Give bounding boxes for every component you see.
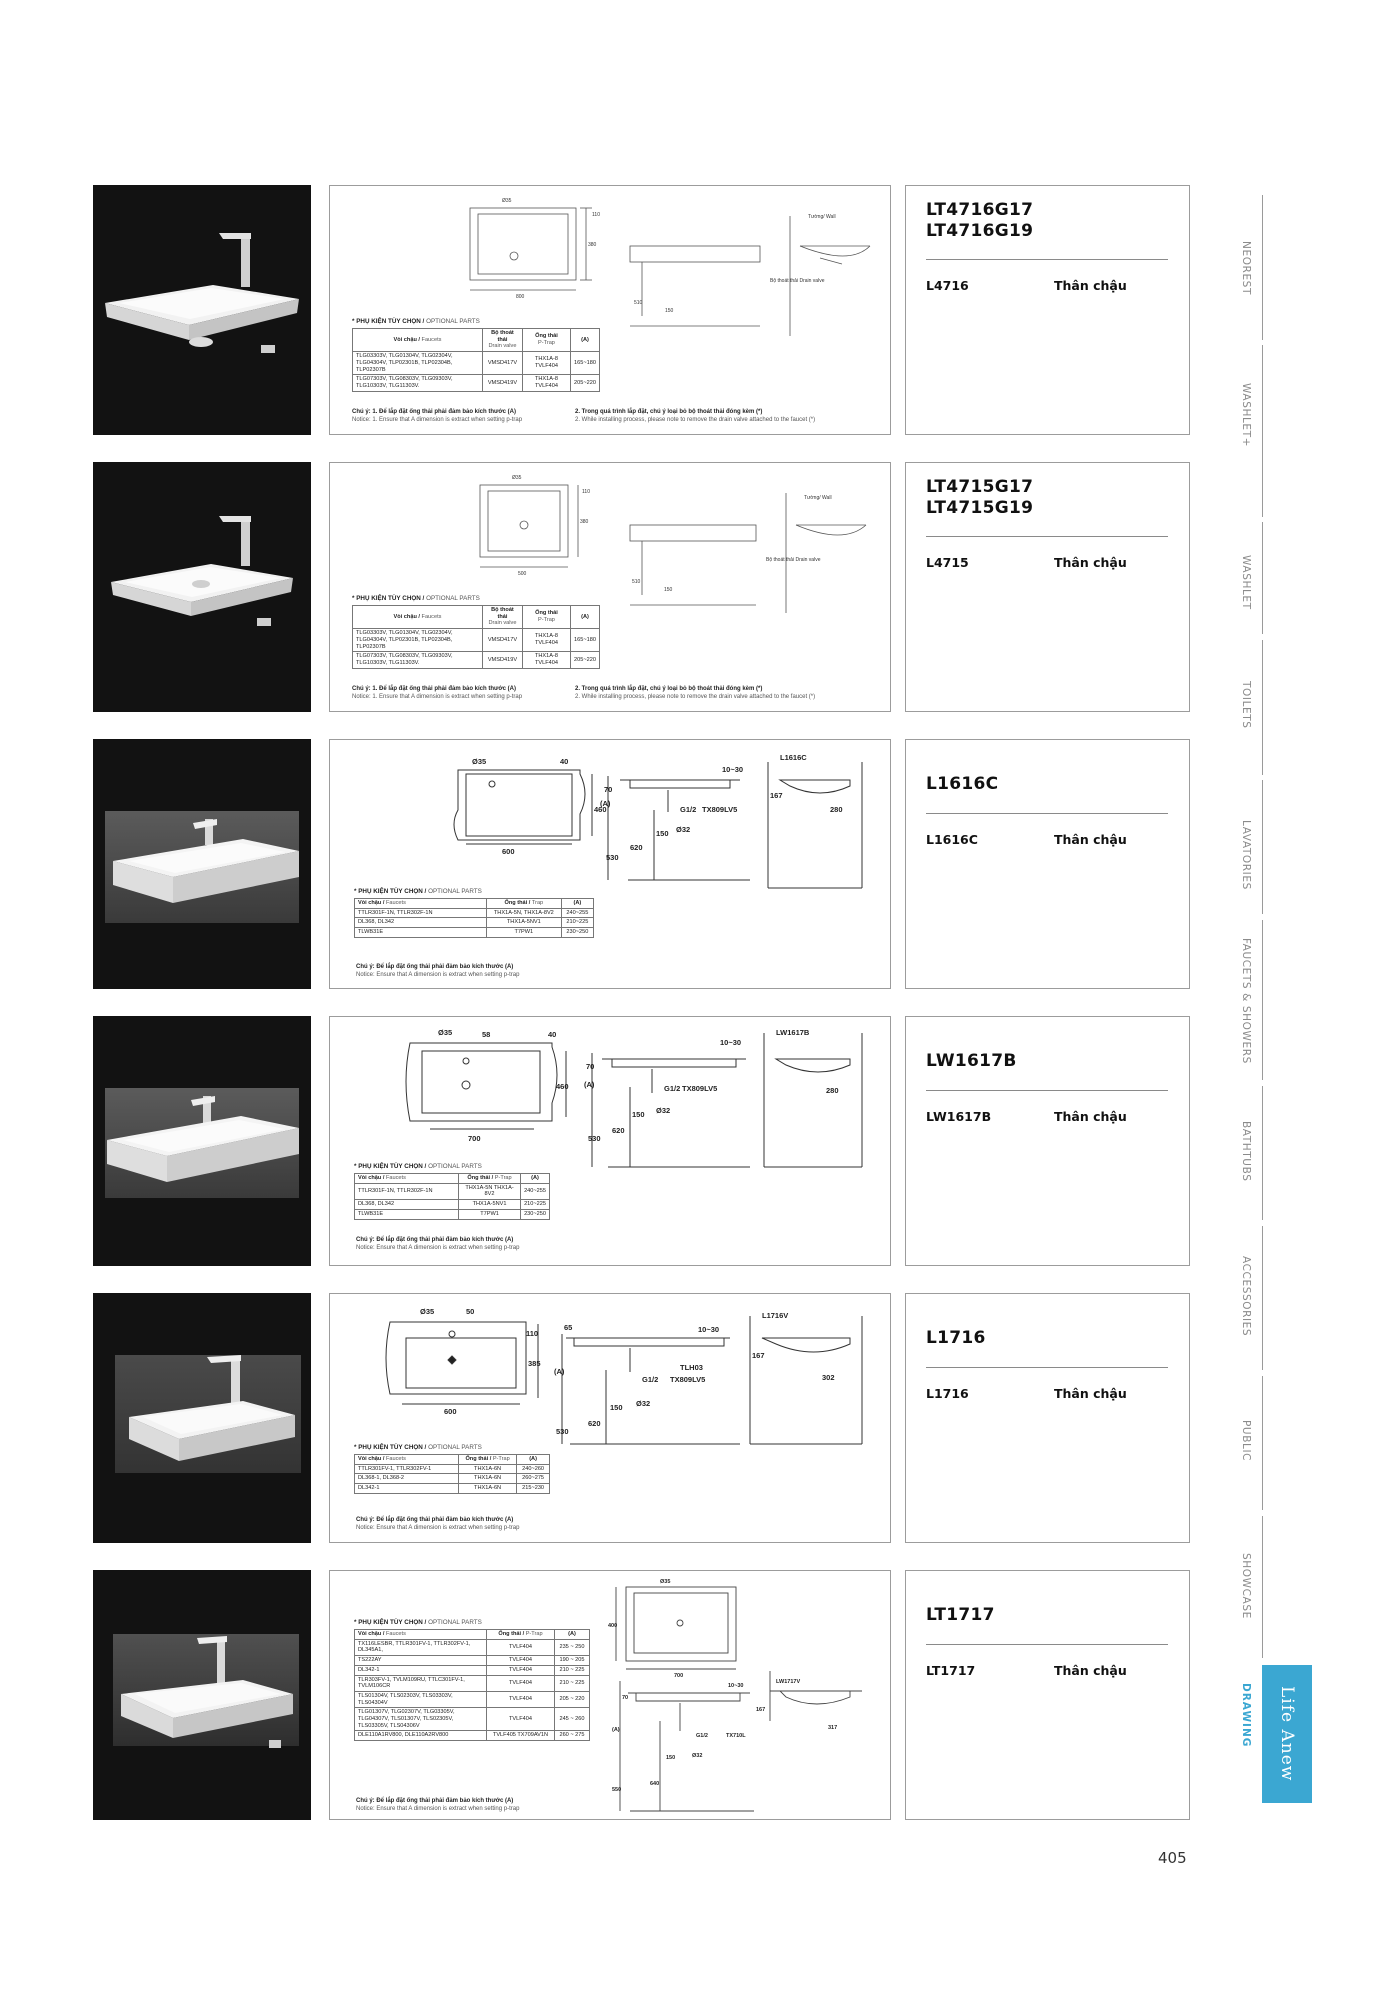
dim-label: 58 [482,1030,491,1039]
part-code: L1716 [926,1386,969,1401]
dim-label: 70 [586,1062,595,1071]
dim-label: 620 [588,1419,601,1428]
optional-parts-title: * PHỤ KIỆN TÙY CHỌN / OPTIONAL PARTS [354,1163,482,1170]
product-row [93,1570,1190,1820]
dim-label: 550 [612,1787,622,1793]
dim-label: Ø35 [660,1579,671,1585]
dim-label: 280 [830,805,843,814]
optional-parts-title: * PHỤ KIỆN TÙY CHỌN / OPTIONAL PARTS [354,1444,482,1451]
nav-item-showcase[interactable]: SHOWCASE [1240,1553,1252,1619]
table-row: TTLR301FV-1, TTLR302FV-1 THX1A-6N 240~260 [355,1464,550,1474]
table-row: TTLR301F-1N, TTLR302F-1N THX1A-5N, THX1A-8V2 240~255 [355,908,594,918]
dim-label: TX809LV5 [670,1375,706,1384]
product-row [93,739,1190,989]
product-info-card [905,1293,1190,1543]
dim-label: Ø35 [502,198,512,204]
dim-label: Bộ thoát thải Drain valve [770,278,825,284]
dim-label: 460 [594,805,607,814]
brand-tab: Life Anew [1262,1665,1312,1803]
part-code: LW1617B [926,1109,992,1124]
technical-drawing-panel [329,185,891,435]
product-row [93,185,1190,435]
part-code: L1616C [926,832,978,847]
model-number: LT4716G17 [926,200,1034,220]
nav-item-accessories[interactable]: ACCESSORIES [1240,1255,1252,1337]
table-row: TTLR301F-1N, TTLR302F-1N THX1A-5N THX1A-8V2 240~255 [355,1183,550,1199]
dim-label: 150 [656,829,669,838]
nav-item-neorest[interactable]: NEOREST [1240,240,1252,295]
dim-label: Ø32 [636,1399,651,1408]
table-row: TLG07303V, TLG08303V, TLG09303V, TLG10303V, TLG11303V. VMSD419V THX1A-8 TVLF404 205~220 [353,375,600,391]
dim-label: G1/2 [696,1733,708,1739]
dim-label: 150 [632,1110,645,1119]
technical-drawing-panel [329,1293,891,1543]
product-photo [93,462,311,712]
dim-label: 167 [752,1351,765,1360]
part-code: LT1717 [926,1663,976,1678]
dim-label: 10~30 [720,1038,742,1047]
technical-drawing [330,1017,891,1266]
dim-label: 150 [610,1403,623,1412]
dim-label: LW1717V [776,1679,801,1685]
technical-drawing-panel [329,462,891,712]
part-description: Thân chậu [1054,555,1127,570]
nav-item-washlet[interactable]: WASHLET [1240,554,1252,610]
dim-label: (A) [584,1080,595,1089]
dim-label: 380 [588,242,597,248]
optional-parts-table: Vòi chậu / Faucets Bộ thoát thải Drain valve Ống thải P-Trap (A) TLG03303V, TLG01304V, TLG02304V, TLG04304V, TLP02301B, TLP02304B, TLP02307B VMSD417V THX1A-8 TVLF404 165~180 TLG07303V, TLG08303V, TLG09303V, TLG10303V, TLG11303V. VMSD419V THX1A-8 TVLF404 205~220 [352,328,600,392]
dim-label: Ø35 [472,757,487,766]
part-description: Thân chậu [1054,832,1127,847]
dim-label: (A) [600,799,611,808]
table-row: TS222AY TVLF404 190 ~ 205 [355,1656,590,1666]
dim-label: 620 [612,1126,625,1135]
optional-parts-table: Vòi chậu / Faucets Ống thải / Trap (A) TTLR301F-1N, TTLR302F-1N THX1A-5N, THX1A-8V2 240~255 DL368, DL342 THX1A-5NV1 210~225 TLWB31E T7PW1 230~250 [354,898,594,938]
install-note: Chú ý: 1. Để lắp đặt ống thải phải đảm bảo kích thước (A) Notice: 1. Ensure that A dimension is extract when setting p-trap [352,409,523,424]
nav-item-toilets[interactable]: TOILETS [1240,681,1252,729]
dim-label: Ø35 [512,475,522,481]
dim-label: 600 [444,1407,457,1416]
dim-label: 460 [556,1082,569,1091]
product-photo [93,185,311,435]
dim-label: 530 [606,853,619,862]
dim-label: 500 [518,571,527,577]
nav-item-public[interactable]: PUBLIC [1240,1420,1252,1462]
product-row [93,1016,1190,1266]
table-row: TLR303FV-1, TVLM109RU, TTLC301FV-1, TVLM106CR TVLF404 210 ~ 225 [355,1675,590,1691]
product-row [93,462,1190,712]
dim-label: TLH03 [680,1363,703,1372]
dim-label: Ø35 [438,1028,453,1037]
dim-label: 10~30 [722,765,744,774]
part-description: Thân chậu [1054,1663,1127,1678]
dim-label: 110 [526,1329,539,1338]
table-row: TLG03303V, TLG01304V, TLG02304V, TLG04304V, TLP02301B, TLP02304B, TLP02307B VMSD417V THX1A-8 TVLF404 165~180 [353,629,600,652]
table-row: TLWB31E T7PW1 230~250 [355,928,594,938]
nav-item-bathtubs[interactable]: BATHTUBS [1240,1120,1252,1182]
dim-label: 10~30 [698,1325,720,1334]
dim-label: Bộ thoát thải Drain valve [766,557,821,563]
nav-item-washlet-plus[interactable]: WASHLET+ [1240,382,1252,448]
dim-label: TX809LV5 [682,1084,718,1093]
dim-label: 317 [828,1725,838,1731]
optional-parts-title: * PHỤ KIỆN TÙY CHỌN / OPTIONAL PARTS [354,1619,482,1626]
dim-label: 600 [502,847,515,856]
optional-parts-table: Vòi chậu / Faucets Ống thải / P-Trap (A) TTLR301FV-1, TTLR302FV-1 THX1A-6N 240~260 DL368-1, DL368-2 THX1A-6N 260~275 DL342-1 THX1A-6N 215~230 [354,1454,550,1494]
dim-label: 40 [560,757,569,766]
dim-label: Ø32 [692,1753,703,1759]
dim-label: (A) [554,1367,565,1376]
technical-drawing-panel [329,1016,891,1266]
dim-label: TX809LV5 [702,805,738,814]
dim-label: 530 [556,1427,569,1436]
install-note: Chú ý: Để lắp đặt ống thải phải đảm bảo kích thước (A) Notice: Ensure that A dimension is extract when setting p-trap [356,964,520,979]
model-number: L1616C [926,774,999,794]
model-number: LW1617B [926,1051,1017,1071]
product-photo [93,1293,311,1543]
divider [926,1367,1168,1368]
dim-label: G1/2 [642,1375,659,1384]
install-note-2: 2. Trong quá trình lắp đặt, chú ý loại bỏ bộ thoát thải đóng kèm (*) 2. While installing process, please note to remove the drain valve attached to the faucet (*) [575,409,816,424]
dim-label: 302 [822,1373,835,1382]
dim-label: L1716V [762,1311,789,1320]
dim-label: 700 [468,1134,481,1143]
table-row: DL342-1 THX1A-6N 215~230 [355,1484,550,1494]
dim-label: 167 [770,791,783,800]
dim-label: 70 [622,1695,629,1701]
dim-label: TX710L [726,1733,746,1739]
technical-drawing [330,1294,891,1543]
install-note: Chú ý: Để lắp đặt ống thải phải đảm bảo kích thước (A) Notice: Ensure that A dimension is extract when setting p-trap [356,1237,520,1252]
optional-parts-table: Vòi chậu / Faucets Ống thải / P-Trap (A) TX116LESBR, TTLR301FV-1, TTLR302FV-1, DL345A1, TVLF404 235 ~ 250 TS222AY TVLF404 190 ~ 205 DL342-1 TVLF404 210 ~ 225 TLR303FV-1, TVLM109RU, TTLC301FV-1, TVLM106CR TVLF404 210 ~ 225 TLS01304V, TLS02303V, TLS03303V, TLS04304V TVLF404 205 ~ 220 TLG01307V, TLG02307V, TLG03305V, TLG04307V, TLS01307V, TLS02305V, TLS03305V, TLS04306V TVLF404 245 ~ 260 DLE110A1RV800, DLE110A2RV800 TVLF405 TX709AV1N 260 ~ 275 [354,1629,590,1741]
table-row: DL368, DL342 THX1A-5NV1 210~225 [355,918,594,928]
product-row [93,1293,1190,1543]
dim-label: G1/2 [664,1084,681,1093]
nav-item-drawing[interactable]: DRAWING [1240,1682,1252,1748]
dim-label: 700 [674,1673,684,1679]
dim-label: (A) [612,1727,620,1733]
divider [926,536,1168,537]
model-number: LT4716G19 [926,221,1034,241]
divider [926,259,1168,260]
install-note: Chú ý: 1. Để lắp đặt ống thải phải đảm bảo kích thước (A) Notice: 1. Ensure that A dimension is extract when setting p-trap [352,686,523,701]
part-code: L4715 [926,555,969,570]
dim-label: 800 [516,294,525,300]
part-description: Thân chậu [1054,1109,1127,1124]
optional-parts-title: * PHỤ KIỆN TÙY CHỌN / OPTIONAL PARTS [352,595,480,602]
product-info-card [905,739,1190,989]
dim-label: G1/2 [680,805,697,814]
dim-label: 510 [632,579,641,585]
product-photo [93,1570,311,1820]
technical-drawing [330,740,891,989]
nav-item-faucets-showers[interactable]: FAUCETS & SHOWERS [1240,938,1252,1064]
install-note-2: 2. Trong quá trình lắp đặt, chú ý loại bỏ bộ thoát thải đóng kèm (*) 2. While installing process, please note to remove the drain valve attached to the faucet (*) [575,686,816,701]
dim-label: 530 [588,1134,601,1143]
dim-label: 640 [650,1781,660,1787]
divider [926,813,1168,814]
table-row: DLE110A1RV800, DLE110A2RV800 TVLF405 TX709AV1N 260 ~ 275 [355,1731,590,1741]
technical-drawing-panel [329,1570,891,1820]
product-info-card [905,1570,1190,1820]
dim-label: 280 [826,1086,839,1095]
nav-item-lavatories[interactable]: LAVATORIES [1240,820,1252,890]
dim-label: 620 [630,843,643,852]
dim-label: Ø32 [656,1106,671,1115]
dim-label: 150 [666,1755,676,1761]
product-photo [93,739,311,989]
dim-label: 167 [756,1707,766,1713]
dim-label: 65 [564,1323,573,1332]
product-photo [93,1016,311,1266]
technical-drawing [330,463,891,712]
dim-label: 380 [580,519,589,525]
part-code: L4716 [926,278,969,293]
dim-label: 40 [548,1030,557,1039]
dim-label: L1616C [780,753,807,762]
dim-label: 110 [582,489,590,495]
dim-label: LW1617B [776,1028,810,1037]
product-info-card [905,1016,1190,1266]
page-number: 405 [1158,1849,1187,1867]
divider [926,1090,1168,1091]
model-number: LT4715G19 [926,498,1034,518]
product-info-card [905,185,1190,435]
model-number: L1716 [926,1328,986,1348]
table-row: DL342-1 TVLF404 210 ~ 225 [355,1665,590,1675]
table-row: DL368, DL342 THX1A-5NV1 210~225 [355,1200,550,1210]
technical-drawing [330,186,891,435]
dim-label: Tường/ Wall [804,495,832,501]
table-row: TLS01304V, TLS02303V, TLS03303V, TLS04304V TVLF404 205 ~ 220 [355,1691,590,1707]
dim-label: 110 [592,212,600,218]
install-note: Chú ý: Để lắp đặt ống thải phải đảm bảo kích thước (A) Notice: Ensure that A dimension is extract when setting p-trap [356,1798,520,1813]
dim-label: 510 [634,300,643,306]
model-number: LT1717 [926,1605,995,1625]
model-number: LT4715G17 [926,477,1034,497]
part-description: Thân chậu [1054,1386,1127,1401]
optional-parts-title: * PHỤ KIỆN TÙY CHỌN / OPTIONAL PARTS [352,318,480,325]
technical-drawing-panel [329,739,891,989]
dim-label: Ø35 [420,1307,435,1316]
table-row: DL368-1, DL368-2 THX1A-6N 260~275 [355,1474,550,1484]
dim-label: 385 [528,1359,541,1368]
product-info-card [905,462,1190,712]
dim-label: 400 [608,1623,618,1629]
dim-label: 50 [466,1307,475,1316]
table-row: TX116LESBR, TTLR301FV-1, TTLR302FV-1, DL345A1, TVLF404 235 ~ 250 [355,1639,590,1655]
table-row: TLWB31E T7PW1 230~250 [355,1209,550,1219]
dim-label: 10~30 [728,1683,744,1689]
table-row: TLG01307V, TLG02307V, TLG03305V, TLG04307V, TLS01307V, TLS02305V, TLS03305V, TLS04306V TVLF404 245 ~ 260 [355,1708,590,1731]
optional-parts-table: Vòi chậu / Faucets Bộ thoát thải Drain valve Ống thải P-Trap (A) TLG03303V, TLG01304V, TLG02304V, TLG04304V, TLP02301B, TLP02304B, TLP02307B VMSD417V THX1A-8 TVLF404 165~180 TLG07303V, TLG08303V, TLG09303V, TLG10303V, TLG11303V. VMSD419V THX1A-8 TVLF404 205~220 [352,605,600,669]
table-row: TLG07303V, TLG08303V, TLG09303V, TLG10303V, TLG11303V. VMSD419V THX1A-8 TVLF404 205~220 [353,652,600,668]
dim-label: 150 [665,308,674,314]
install-note: Chú ý: Để lắp đặt ống thải phải đảm bảo kích thước (A) Notice: Ensure that A dimension is extract when setting p-trap [356,1517,520,1532]
dim-label: Tường/ Wall [808,214,836,220]
dim-label: Ø32 [676,825,691,834]
divider [926,1644,1168,1645]
optional-parts-title: * PHỤ KIỆN TÙY CHỌN / OPTIONAL PARTS [354,888,482,895]
dim-label: 150 [664,587,673,593]
part-description: Thân chậu [1054,278,1127,293]
dim-label: 70 [604,785,613,794]
table-row: TLG03303V, TLG01304V, TLG02304V, TLG04304V, TLP02301B, TLP02304B, TLP02307B VMSD417V THX1A-8 TVLF404 165~180 [353,352,600,375]
optional-parts-table: Vòi chậu / Faucets Ống thải / P-Trap (A) TTLR301F-1N, TTLR302F-1N THX1A-5N THX1A-8V2 240~255 DL368, DL342 THX1A-5NV1 210~225 TLWB31E T7PW1 230~250 [354,1173,550,1220]
